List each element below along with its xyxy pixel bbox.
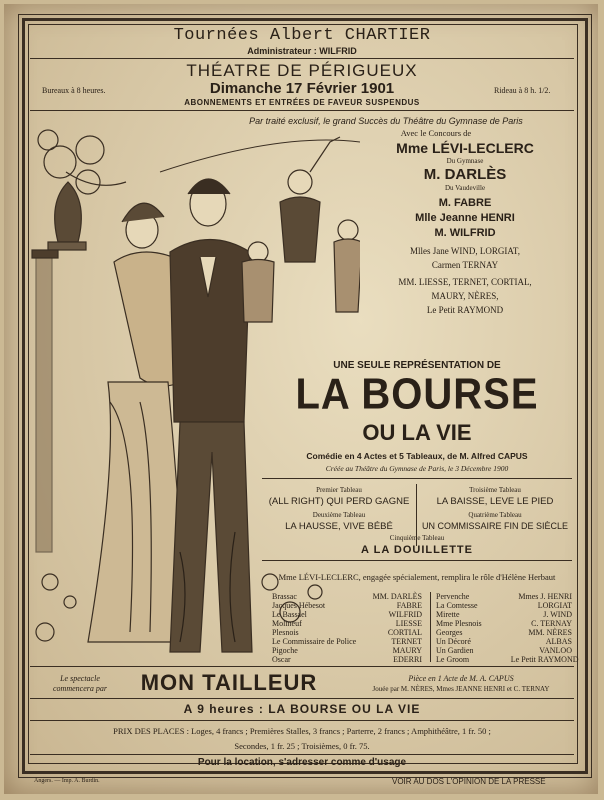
- role-name: Pigoche: [272, 646, 298, 655]
- role-row: [436, 637, 572, 646]
- curtain-title: MON TAILLEUR: [140, 670, 318, 695]
- t3: LA BAISSE, LEVE LE PIED: [436, 496, 554, 507]
- role-name: Un Gardien: [436, 646, 474, 655]
- play-title1: LA BOURSE: [295, 369, 539, 419]
- play-created: Créée au Théâtre du Gymnase de Paris, le 3 Décembre 1900: [325, 464, 509, 473]
- role-actor: TERNET: [391, 637, 422, 646]
- cast-line9: MAURY, NÈRES,: [431, 291, 499, 301]
- role-actor: Mmes J. HENRI: [518, 592, 572, 601]
- role-row: [436, 646, 572, 655]
- theatre-name: THÉATRE DE PÉRIGUEUX: [186, 61, 418, 80]
- location-line: Pour la location, s'adresser comme d'usage: [197, 757, 407, 768]
- nine-line: A 9 heures : LA BOURSE OU LA VIE: [183, 702, 421, 716]
- role-row: [272, 619, 422, 628]
- curtain-jouee: Jouée par M. NÈRES, Mmes JEANNE HENRI et C. TERNAY: [372, 685, 550, 693]
- role-actor: WILFRID: [388, 610, 422, 619]
- role-actor: MM. DARLÈS: [372, 592, 422, 601]
- role-actor: C. TERNAY: [531, 619, 572, 628]
- curtain-pre1: Le spectacle: [60, 674, 100, 683]
- role-name: La Comtesse: [436, 601, 478, 610]
- role-actor: J. WIND: [543, 610, 572, 619]
- role-name: Plesnois: [272, 628, 299, 637]
- role-actor: Le Petit RAYMOND: [510, 655, 579, 664]
- one-show: UNE SEULE REPRÉSENTATION DE: [333, 360, 501, 371]
- cast-line8: MM. LIESSE, TERNET, CORTIAL,: [398, 277, 532, 287]
- role-row: [436, 610, 572, 619]
- role-actor: LIESSE: [395, 619, 422, 628]
- printer: Angers. — Imp. A. Burdin.: [34, 778, 100, 784]
- role-row: [272, 601, 422, 610]
- t1-label: Premier Tableau: [316, 486, 362, 494]
- intro-line1: Par traité exclusif, le grand Succès du Théâtre du Gymnase de Paris: [249, 116, 523, 126]
- role-actor: MM. NÈRES: [528, 628, 572, 637]
- role-row: [436, 628, 572, 637]
- cast-fabre: M. FABRE: [438, 197, 492, 209]
- play-subtitle: Comédie en 4 Actes et 5 Tableaux, de M. Alfred CAPUS: [306, 451, 528, 461]
- role-row: [436, 601, 572, 610]
- role-row: [436, 619, 572, 628]
- role-name: Pervenche: [436, 592, 470, 601]
- lead2-sub: Du Vaudeville: [444, 184, 486, 192]
- t2-label: Deuxième Tableau: [312, 511, 366, 519]
- role-row: [436, 592, 572, 601]
- role-row: [272, 646, 422, 655]
- role-actor: ALBAS: [545, 637, 572, 646]
- admin-line: Administrateur : WILFRID: [247, 46, 357, 56]
- t5-label: Cinquième Tableau: [389, 534, 445, 542]
- role-actor: LORGIAT: [537, 601, 572, 610]
- role-name: Oscar: [272, 655, 291, 664]
- play-title2: OU LA VIE: [362, 420, 472, 445]
- role-row: [272, 637, 422, 646]
- bureaux: Bureaux à 8 heures.: [42, 86, 106, 95]
- curtain-piece: Pièce en 1 Acte de M. A. CAPUS: [408, 674, 514, 683]
- abonnements: ABONNEMENTS ET ENTRÉES DE FAVEUR SUSPENDUS: [184, 98, 420, 107]
- voir-au-dos: VOIR AU DOS L'OPINION DE LA PRESSE: [392, 777, 546, 786]
- t4: UN COMMISSAIRE FIN DE SIÈCLE: [421, 521, 569, 531]
- role-actor: MAURY: [392, 646, 422, 655]
- date: Dimanche 17 Février 1901: [209, 80, 395, 97]
- role-name: Georges: [436, 628, 463, 637]
- t3-label: Troisième Tableau: [469, 486, 521, 494]
- cast-line6: Mlles Jane WIND, LORGIAT,: [410, 246, 520, 256]
- cast-henri: Mlle Jeanne HENRI: [415, 212, 515, 224]
- prices-line2: Secondes, 1 fr. 25 ; Troisièmes, 0 fr. 75.: [234, 741, 370, 751]
- role-row: [272, 592, 422, 601]
- engaged-line: Mme LÉVI-LECLERC, engagée spécialement, remplira le rôle d'Hélène Herbaut: [278, 572, 556, 582]
- t5: A LA DOUILLETTE: [361, 544, 473, 556]
- rideau: Rideau à 8 h. 1/2.: [494, 86, 551, 95]
- role-name: Mirette: [436, 610, 460, 619]
- lead1-sub: Du Gymnase: [446, 157, 484, 165]
- role-actor: FABRE: [396, 601, 422, 610]
- prices-line1: PRIX DES PLACES : Loges, 4 francs ; Premières Stalles, 3 francs ; Parterre, 2 francs ; Amphithéâtre, 1 fr. 50 ;: [113, 726, 491, 736]
- role-name: Molineuf: [272, 619, 302, 628]
- tour-title: Tournées Albert CHARTIER: [173, 26, 431, 45]
- t2: LA HAUSSE, VIVE BÉBÉ: [285, 521, 393, 532]
- role-name: Le Groom: [436, 655, 470, 664]
- lead2: M. DARLÈS: [423, 166, 507, 183]
- role-row: [272, 655, 422, 664]
- role-row: [272, 610, 422, 619]
- role-name: Mme Plesnois: [436, 619, 482, 628]
- curtain-pre2: commencera par: [53, 684, 107, 693]
- role-actor: VANLOO: [539, 646, 572, 655]
- cast-wilfrid: M. WILFRID: [434, 227, 496, 239]
- intro-line2: Avec le Concours de: [400, 128, 472, 138]
- role-actor: EDERRI: [393, 655, 422, 664]
- t1: (ALL RIGHT) QUI PERD GAGNE: [268, 496, 410, 507]
- cast-line7: Carmen TERNAY: [431, 260, 499, 270]
- role-name: Un Décoré: [436, 637, 471, 646]
- role-name: Jacques Hébesot: [272, 601, 326, 610]
- role-row: [272, 628, 422, 637]
- role-actor: CORTIAL: [387, 628, 422, 637]
- cast-line10: Le Petit RAYMOND: [426, 305, 504, 315]
- t4-label: Quatrième Tableau: [468, 511, 522, 519]
- role-name: Le Commissaire de Police: [272, 637, 357, 646]
- role-row: [436, 655, 579, 664]
- role-name: Brassac: [272, 592, 297, 601]
- lead1: Mme LÉVI-LECLERC: [396, 140, 534, 156]
- role-name: Le Bassael: [272, 610, 307, 619]
